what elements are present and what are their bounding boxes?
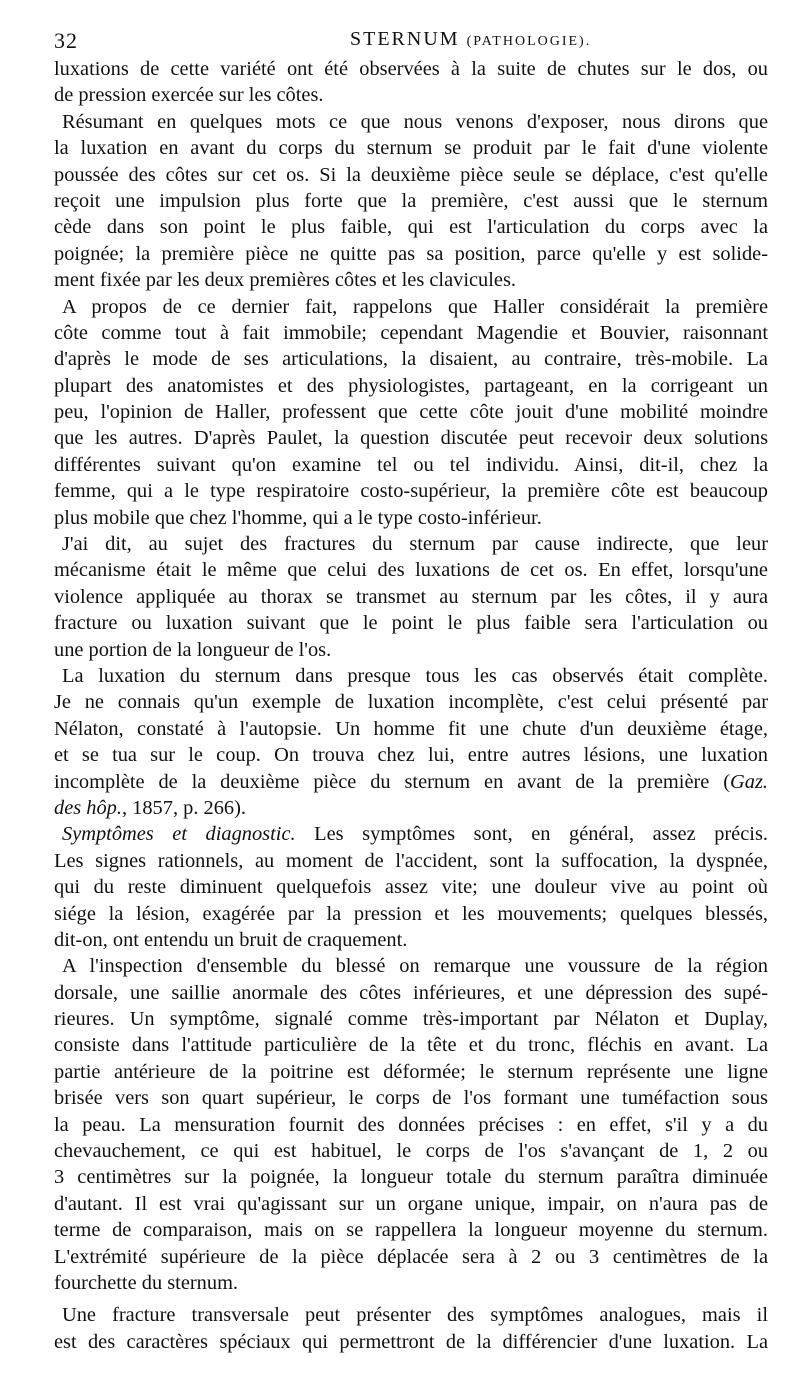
- italic-run: Gaz.: [730, 770, 768, 793]
- text-line: la luxation en avant du corps du sternum se produit par le fait d'une violente: [54, 137, 768, 160]
- text-line: Nélaton, constaté à l'autopsie. Un homme fit une chute d'un deuxième étage,: [54, 717, 768, 740]
- text-line: de pression exercée sur les côtes.: [54, 84, 324, 107]
- text-line: ment fixée par les deux premières côtes et les clavicules.: [54, 269, 516, 292]
- text-line: est des caractères spéciaux qui permettront de la différencier d'une luxation. La: [54, 1330, 768, 1353]
- text-line: 3 centimètres sur la poignée, la longueur totale du sternum paraîtra diminuée: [54, 1166, 768, 1189]
- running-head: [350, 28, 591, 51]
- text-line: Résumant en quelques mots ce que nous venons d'exposer, nous dirons que: [62, 110, 768, 133]
- text-line: Les signes rationnels, au moment de l'accident, sont la suffocation, la dyspnée,: [54, 849, 768, 872]
- text-line: qui du reste diminuent quelquefois assez vite; une douleur vive au point où: [54, 876, 768, 899]
- text-line: chevauchement, ce qui est habituel, le corps de l'os s'avançant de 1, 2 ou: [54, 1140, 768, 1163]
- text-line: A l'inspection d'ensemble du blessé on remarque une voussure de la région: [62, 955, 768, 978]
- text-line: J'ai dit, au sujet des fractures du sternum par cause indirecte, que leur: [62, 533, 768, 556]
- running-head-sub: (PATHOLOGIE).: [466, 34, 592, 49]
- text-line: différentes suivant qu'on examine tel ou tel individu. Ainsi, dit-il, chez la: [54, 453, 768, 476]
- text-line: fourchette du sternum.: [54, 1271, 239, 1294]
- text-line: et se tua sur le coup. On trouva chez lui, entre autres lésions, une luxation: [54, 744, 768, 767]
- text-line: terme de comparaison, mais on se rappellera la longueur moyenne du sternum.: [54, 1219, 768, 1242]
- text-line: partie antérieure de la poitrine est déformée; le sternum représente une ligne: [54, 1060, 768, 1083]
- text-line: Je ne connais qu'un exemple de luxation incomplète, c'est celui présenté par: [54, 691, 768, 714]
- text-line: d'après le mode de ses articulations, la disaient, au contraire, très-mobile. La: [54, 348, 768, 371]
- text-line: siége la lésion, exagérée par la pression et les mouvements; quelques blessés,: [54, 902, 768, 925]
- text-line: Symptômes et diagnostic. Les symptômes sont, en général, assez précis.: [62, 823, 768, 846]
- italic-run: Symptômes et diagnostic.: [62, 823, 296, 846]
- page-header: [54, 14, 764, 54]
- text-line: dit-on, ont entendu un bruit de craquement.: [54, 928, 408, 951]
- text-line: que les autres. D'après Paulet, la question discutée peut recevoir deux solutions: [54, 427, 768, 450]
- text-line: violence appliquée au thorax se transmet au sternum par les côtes, il y aura: [54, 585, 768, 608]
- text-line: plus mobile que chez l'homme, qui a le type costo-inférieur.: [54, 506, 542, 529]
- text-line: d'autant. Il est vrai qu'agissant sur un organe unique, impair, on n'aura pas de: [54, 1192, 768, 1215]
- text-line: plupart des anatomistes et des physiologistes, partageant, en la corrigeant un: [54, 374, 768, 397]
- text-line: La luxation du sternum dans presque tous les cas observés était complète.: [62, 664, 768, 687]
- text-line: rieures. Un symptôme, signalé comme très-important par Nélaton et Duplay,: [54, 1008, 768, 1031]
- text-line: consiste dans l'attitude particulière de la tête et du tronc, fléchis en avant. La: [54, 1034, 768, 1057]
- text-line: L'extrémité supérieure de la pièce déplacée sera à 2 ou 3 centimètres de la: [54, 1245, 768, 1268]
- text-line: cède dans son point le plus faible, qui est l'articulation du corps avec la: [54, 216, 768, 239]
- text-line: poignée; la première pièce ne quitte pas sa position, parce qu'elle y est solide-: [54, 242, 768, 265]
- text-line: dorsale, une saillie anormale des côtes inférieures, et une dépression des supé-: [54, 981, 768, 1004]
- text-line: reçoit une impulsion plus forte que la première, c'est aussi que le sternum: [54, 189, 768, 212]
- text-line: des hôp., 1857, p. 266).: [54, 796, 247, 819]
- text-line: luxations de cette variété ont été observées à la suite de chutes sur le dos, ou: [54, 58, 768, 80]
- text-line: Une fracture transversale peut présenter des symptômes analogues, mais il: [62, 1304, 768, 1327]
- page-number: 32: [54, 28, 78, 53]
- text-line: poussée des côtes sur cet os. Si la deuxième pièce seule se déplace, c'est qu'elle: [54, 163, 768, 186]
- text-line: une portion de la longueur de l'os.: [54, 638, 332, 661]
- text-line: incomplète de la deuxième pièce du sternum en avant de la première (Gaz.: [54, 770, 768, 793]
- text-line: femme, qui a le type respiratoire costo-supérieur, la première côte est beaucoup: [54, 480, 768, 503]
- text-line: la peau. La mensuration fournit des données précises : en effet, s'il y a du: [54, 1113, 768, 1136]
- text-line: mécanisme était le même que celui des luxations de cet os. En effet, lorsqu'une: [54, 559, 768, 582]
- running-head-main: STERNUM: [350, 28, 460, 50]
- text-line: brisée vers son quart supérieur, le corps de l'os formant une tuméfaction sous: [54, 1087, 768, 1110]
- text-line: peu, l'opinion de Haller, professent que cette côte jouit d'une mobilité moindre: [54, 401, 768, 424]
- body-text: [54, 56, 768, 1355]
- text-line: fracture ou luxation suivant que le point le plus faible sera l'articulation ou: [54, 612, 768, 635]
- text-line: côte comme tout à fait immobile; cependant Magendie et Bouvier, raisonnant: [54, 321, 768, 344]
- italic-run: des hôp.: [54, 796, 122, 819]
- text-line: A propos de ce dernier fait, rappelons que Haller considérait la première: [62, 295, 768, 318]
